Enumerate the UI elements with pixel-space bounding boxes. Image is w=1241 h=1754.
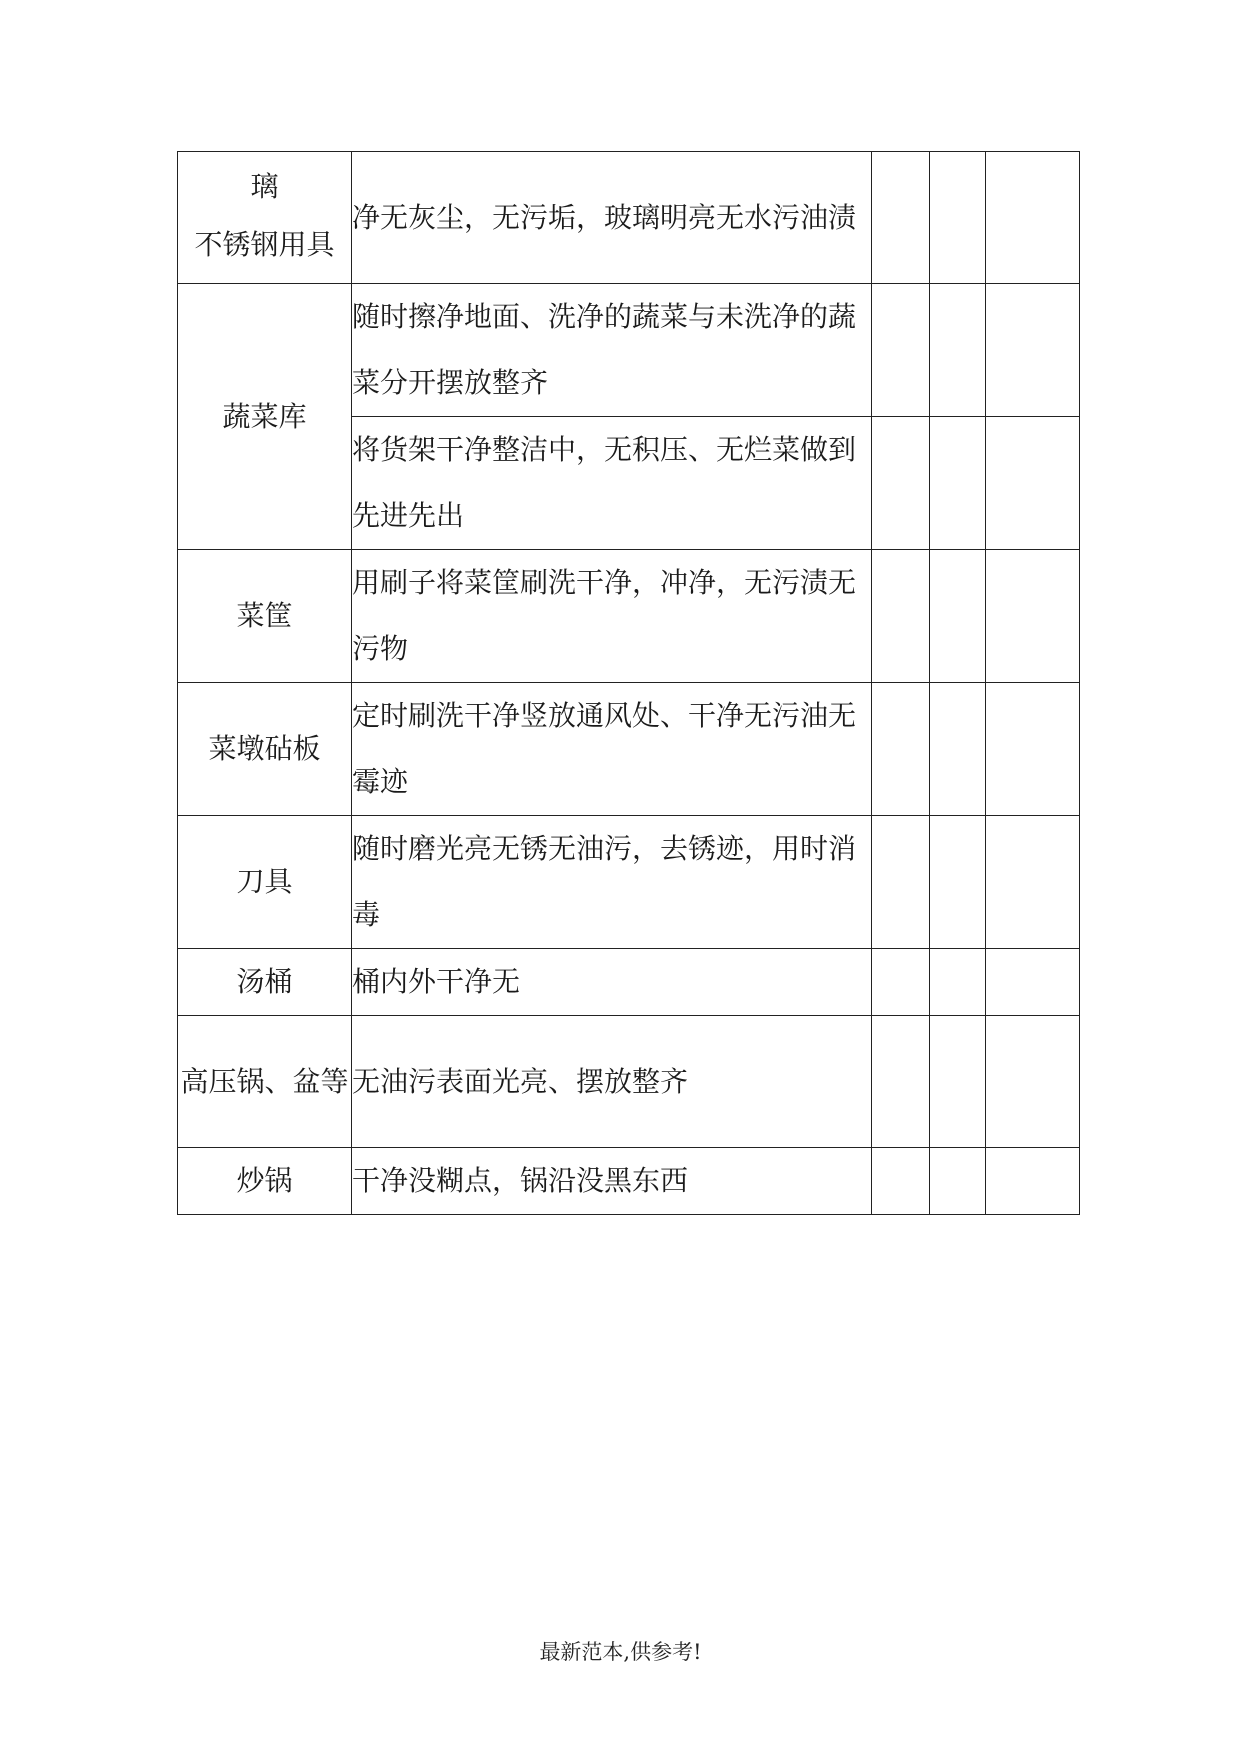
check-cell: [872, 683, 930, 816]
item-cell: 高压锅、盆等: [178, 1016, 352, 1148]
hygiene-check-table: [177, 151, 1080, 1215]
table-row: [178, 683, 1080, 816]
check-cell: [930, 284, 986, 417]
check-cell: [930, 152, 986, 284]
item-cell: 汤桶: [178, 949, 352, 1016]
check-cell: [872, 1148, 930, 1215]
check-cell: [930, 417, 986, 550]
check-cell: [872, 816, 930, 949]
check-cell: [872, 949, 930, 1016]
item-cell: [178, 152, 352, 284]
check-cell: [986, 683, 1080, 816]
standard-cell: 定时刷洗干净竖放通风处、干净无污油无霉迹: [352, 683, 872, 816]
check-cell: [986, 949, 1080, 1016]
check-cell: [930, 949, 986, 1016]
check-cell: [930, 683, 986, 816]
standard-cell: 将货架干净整洁中，无积压、无烂菜做到先进先出: [352, 417, 872, 550]
table-row: [178, 1016, 1080, 1148]
check-cell: [986, 152, 1080, 284]
table-row: [178, 816, 1080, 949]
check-cell: [986, 284, 1080, 417]
check-cell: [872, 417, 930, 550]
check-cell: [872, 1016, 930, 1148]
table-row: [178, 152, 1080, 284]
check-cell: [986, 816, 1080, 949]
standard-cell: 用刷子将菜筐刷洗干净，冲净，无污渍无污物: [352, 550, 872, 683]
check-cell: [872, 550, 930, 683]
item-cell: 刀具: [178, 816, 352, 949]
table-row: [178, 1148, 1080, 1215]
check-cell: [872, 152, 930, 284]
check-cell: [986, 1148, 1080, 1215]
check-cell: [986, 417, 1080, 550]
item-name: 璃 不锈钢用具: [194, 169, 335, 261]
table-row: [178, 284, 1080, 417]
standard-cell: 桶内外干净无: [352, 949, 872, 1016]
standard-cell: 随时擦净地面、洗净的蔬菜与未洗净的蔬菜分开摆放整齐: [352, 284, 872, 417]
standard-cell: 干净没糊点，锅沿没黑东西: [352, 1148, 872, 1215]
standard-cell: 净无灰尘，无污垢，玻璃明亮无水污油渍: [352, 152, 872, 284]
standard-cell: 随时磨光亮无锈无油污，去锈迹，用时消毒: [352, 816, 872, 949]
item-cell: 菜筐: [178, 550, 352, 683]
check-cell: [930, 816, 986, 949]
page-footer: 最新范本,供参考!: [539, 1640, 702, 1664]
check-cell: [872, 284, 930, 417]
standard-cell: 无油污表面光亮、摆放整齐: [352, 1016, 872, 1148]
item-cell: 炒锅: [178, 1148, 352, 1215]
check-cell: [986, 1016, 1080, 1148]
table-row: [178, 550, 1080, 683]
check-cell: [930, 1148, 986, 1215]
check-cell: [986, 550, 1080, 683]
item-cell: 菜墩砧板: [178, 683, 352, 816]
check-cell: [930, 1016, 986, 1148]
check-cell: [930, 550, 986, 683]
table-row: [178, 949, 1080, 1016]
item-cell: 蔬菜库: [178, 284, 352, 550]
